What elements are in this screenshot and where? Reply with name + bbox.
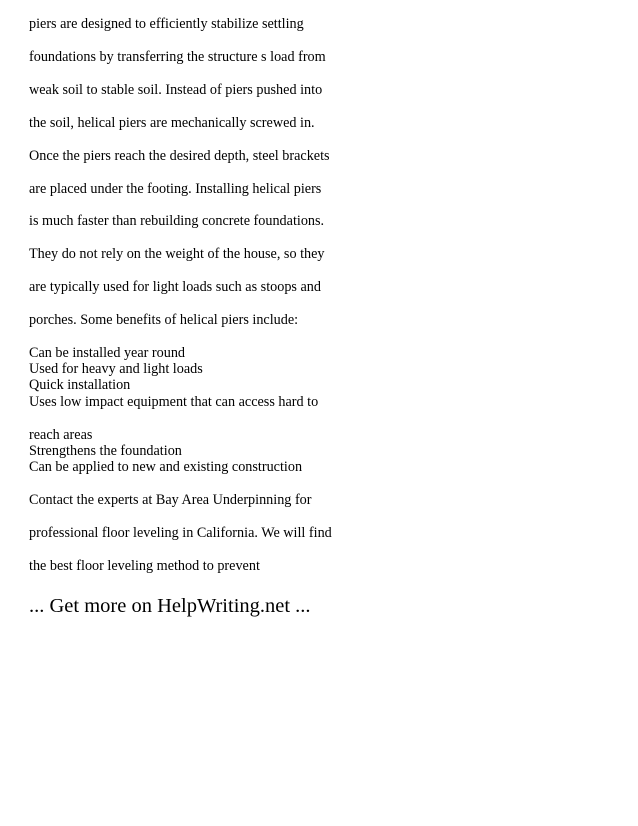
paragraph-2-line-1: Contact the experts at Bay Area Underpinning for [29,492,312,508]
paragraph-1-line-10: porches. Some benefits of helical piers include: [29,312,299,328]
benefit-item-2: Used for heavy and light loads [29,361,203,377]
paragraph-1-line-4: the soil, helical piers are mechanically screwed in. [29,115,315,131]
benefit-item-6: Can be applied to new and existing construction [29,459,303,475]
benefit-item-5: Strengthens the foundation [29,443,182,459]
benefit-item-4: Uses low impact equipment that can access hard to [29,394,319,410]
paragraph-1-line-6: are placed under the footing. Installing helical piers [29,181,322,197]
paragraph-1-line-7: is much faster than rebuilding concrete foundations. [29,213,325,229]
benefit-item-4-continued: reach areas [29,427,93,443]
paragraph-1-line-1: piers are designed to efficiently stabilize settling [29,16,304,32]
paragraph-1-line-9: are typically used for light loads such as stoops and [29,279,321,295]
paragraph-1-line-2: foundations by transferring the structure s load from [29,49,326,65]
paragraph-2-line-2: professional floor leveling in California. We will find [29,525,332,541]
paragraph-1-line-3: weak soil to stable soil. Instead of piers pushed into [29,82,323,98]
paragraph-2-line-3: the best floor leveling method to prevent [29,558,260,574]
get-more-link[interactable]: ... Get more on HelpWriting.net ... [29,595,311,617]
benefit-item-1: Can be installed year round [29,345,186,361]
paragraph-1-line-5: Once the piers reach the desired depth, steel brackets [29,148,330,164]
benefit-item-3: Quick installation [29,377,131,393]
paragraph-1-line-8: They do not rely on the weight of the house, so they [29,246,325,262]
